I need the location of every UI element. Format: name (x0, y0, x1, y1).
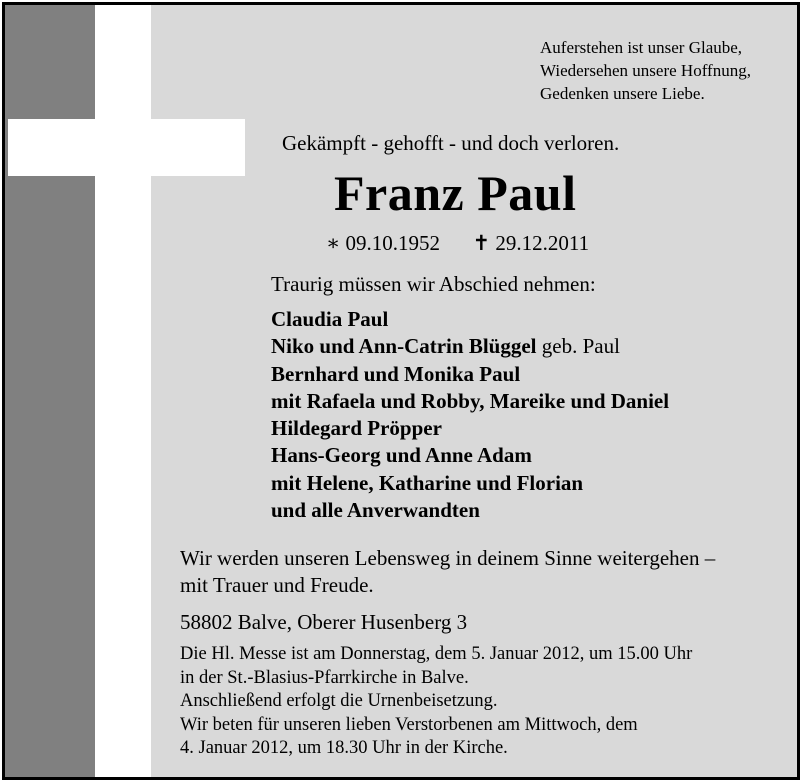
info-line: in der St.-Blasius-Pfarrkirche in Balve. (180, 667, 469, 688)
mourner-name: Niko und Ann-Catrin Blüggel (271, 334, 537, 359)
mourner-line (271, 306, 669, 333)
motto (540, 36, 780, 105)
mourner-line (271, 388, 669, 415)
deceased-name: Franz Paul (334, 165, 577, 221)
mourner-line (271, 415, 669, 442)
info-line: Anschließend erfolgt die Urnenbeisetzung. (180, 691, 498, 712)
motto-line: Gedenken unsere Liebe. (540, 84, 705, 103)
info-line: Wir beten für unseren lieben Verstorbenen am Mittwoch, dem (180, 714, 638, 735)
mourner-name: Hans-Georg und Anne Adam (271, 443, 532, 468)
family-address: 58802 Balve, Oberer Husenberg 3 (180, 610, 468, 634)
death-cross-icon: ✝ (472, 231, 491, 255)
service-info (180, 643, 692, 761)
closing-line: Wir werden unseren Lebensweg in deinem Sinne weitergehen – (180, 546, 716, 570)
life-dates (326, 231, 589, 256)
cross-horizontal-beam (8, 119, 245, 176)
info-line: 4. Januar 2012, um 18.30 Uhr in der Kirche. (180, 738, 508, 759)
birth-star-icon: ∗ (326, 231, 341, 255)
mourner-name: Hildegard Pröpper (271, 416, 442, 441)
mourners-list (271, 306, 669, 524)
mourner-line (271, 333, 669, 360)
mourner-line (271, 361, 669, 388)
mourner-name: mit Rafaela und Robby, Mareike und Daniel (271, 388, 670, 413)
mourner-line (271, 497, 669, 524)
closing-line: mit Trauer und Freude. (180, 573, 374, 597)
info-line: Die Hl. Messe ist am Donnerstag, dem 5. Januar 2012, um 15.00 Uhr (180, 644, 693, 664)
death-date: 29.12.2011 (495, 231, 590, 255)
motto-line: Auferstehen ist unser Glaube, (540, 38, 743, 57)
birth-date: 09.10.1952 (345, 231, 441, 255)
mourner-line (271, 442, 669, 469)
tagline: Gekämpft - gehofft - und doch verloren. (282, 131, 620, 155)
mourner-name: Claudia Paul (271, 307, 389, 331)
mourner-name: und alle Anverwandten (271, 498, 480, 523)
mourner-name: mit Helene, Katharine und Florian (271, 470, 584, 495)
closing-statement (180, 545, 715, 599)
mourner-name: Bernhard und Monika Paul (271, 361, 521, 386)
mourner-note: geb. Paul (536, 334, 620, 359)
mourning-intro: Traurig müssen wir Abschied nehmen: (271, 272, 596, 296)
motto-line: Wiedersehen unsere Hoffnung, (540, 61, 751, 80)
mourner-line (271, 470, 669, 497)
